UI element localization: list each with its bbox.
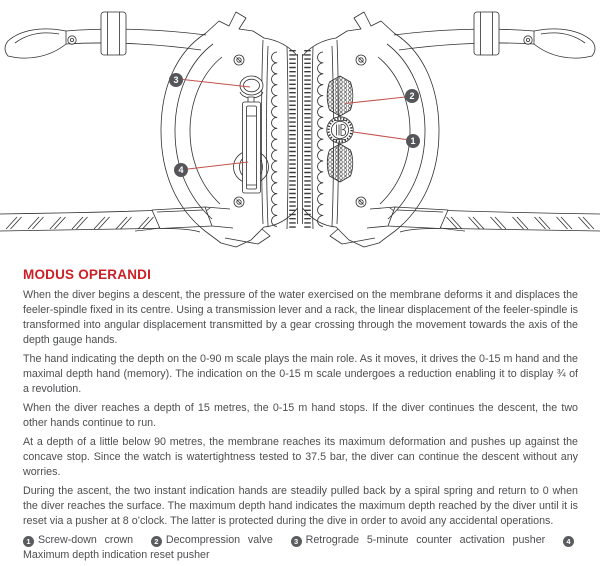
watch-line-art (0, 0, 600, 258)
legend-item-number: 1 (23, 536, 34, 547)
right-top-strap (394, 12, 595, 58)
legend-item-label: Decompression valve (165, 534, 273, 546)
paragraph-5: During the ascent, the two instant indication hands are steadily pulled back by a spiral spring and return to 0 when the diver reaches the surface. The maximum depth hand indicates the maximum depth reached by the diver until it is reset via a pusher at 8 o’clock. The latter is protected during the dive in order to avoid any accidental operations. (23, 485, 578, 527)
watch-diagram (0, 0, 600, 258)
legend-item-label: Screw-down crown (38, 534, 134, 546)
paragraph-1: When the diver begins a descent, the pressure of the water exercised on the membrane deforms it and displaces the feeler-spindle fixed in its centre. Using a transmission lever and a rack, the linear displacement of the feeler-spindle is transformed into angular displacement transmitted by a gear crossing through the movement towards the axis of the depth gauge hands. (23, 289, 578, 346)
left-strap-keeper (101, 12, 126, 55)
left-counter-pusher (240, 76, 263, 98)
paragraph-4: At a depth of a little below 90 metres, the membrane reaches its maximum deformation and pushes up against the concave stop. Since the watch is watertightness tested to 37.5 bar, the diver can continue the descent without any worries. (23, 436, 578, 478)
legend-item-label: Retrograde 5-minute counter activation pusher (305, 534, 546, 546)
crown (327, 117, 353, 143)
legend-item (291, 534, 546, 546)
right-strap-keeper (474, 12, 499, 55)
legend-item-number: 2 (151, 536, 162, 547)
legend-item-label: Maximum depth indication reset pusher (23, 549, 210, 561)
callout-badge-1: 1 (406, 134, 420, 148)
legend-item (23, 534, 133, 546)
legend-item (151, 534, 273, 546)
legend (23, 533, 578, 563)
leader-line-2 (345, 97, 406, 104)
right-strap-tread (447, 217, 595, 229)
legend-item-number: 3 (291, 536, 302, 547)
right-case-screws (356, 55, 366, 207)
left-strap-tread (6, 217, 154, 229)
callout-badge-4: 4 (174, 163, 188, 177)
legend-item-number: 4 (563, 536, 574, 547)
left-bottom-strap (0, 207, 270, 244)
right-bottom-strap (330, 207, 600, 244)
section-heading: MODUS OPERANDI (23, 267, 152, 282)
callout-badge-3: 3 (169, 73, 183, 87)
left-watch-drawing (0, 12, 298, 247)
right-watch-drawing (303, 12, 600, 247)
text-content (23, 268, 578, 563)
callout-badge-2: 2 (405, 89, 419, 103)
leader-line-4 (188, 162, 248, 169)
left-reset-pusher-guard (234, 97, 269, 193)
right-bezel-edge (303, 47, 324, 229)
left-bezel-edge (272, 47, 298, 229)
left-top-strap (5, 12, 206, 58)
paragraph-2: The hand indicating the depth on the 0-90 m scale plays the main role. As it moves, it drives the 0-15 m hand and the maximal depth hand (memory). The indication on the 0-15 m scale undergoes a reduction enabling it to display ¾ of a revolution. (23, 353, 578, 395)
paragraph-3: When the diver reaches a depth of 15 metres, the 0-15 m hand stops. If the diver continues the descent, the two other hands continue to run. (23, 402, 578, 429)
leader-line-1 (354, 132, 407, 140)
